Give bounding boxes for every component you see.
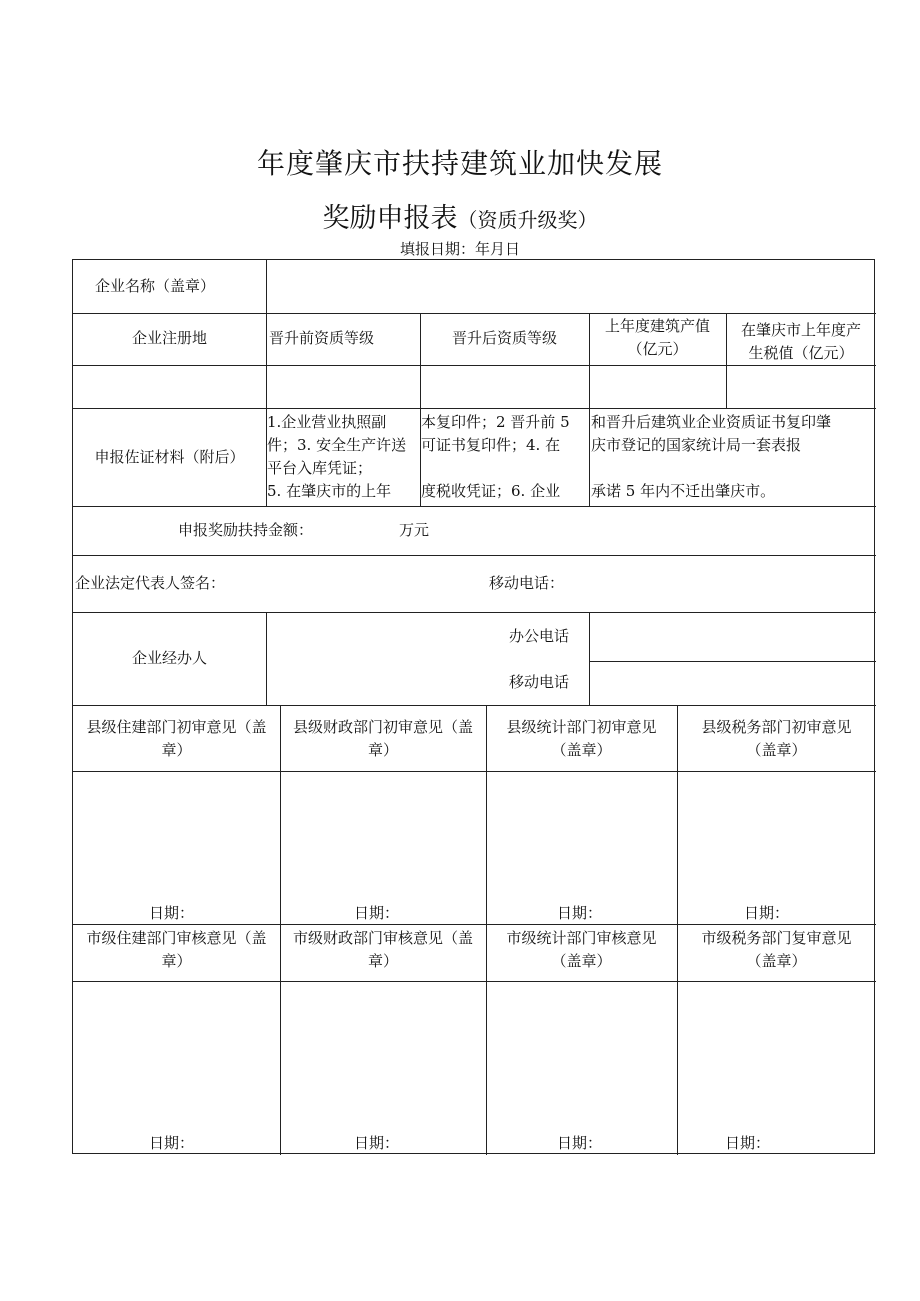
- header-line2: 章）: [161, 952, 192, 970]
- county-housing-opinion-field[interactable]: [74, 772, 279, 892]
- header-line1: 县级住建部门初审意见（盖: [86, 718, 267, 736]
- registration-field[interactable]: [74, 366, 265, 408]
- legal-rep-mobile-label: 移动电话：: [489, 574, 565, 592]
- county-statistics-date-label: 日期：: [557, 904, 603, 922]
- header-line1: 市级统计部门审核意见: [506, 929, 657, 947]
- header-line1: 县级统计部门初审意见: [506, 718, 657, 736]
- reward-amount-field[interactable]: [323, 512, 395, 548]
- after-grade-label: 晋升后资质等级: [451, 329, 557, 347]
- after-grade-field[interactable]: [421, 366, 588, 408]
- handler-mobile-phone-label: 移动电话: [508, 673, 569, 691]
- city-finance-date-label: 日期：: [354, 1134, 400, 1152]
- handler-mobile-phone-field[interactable]: [590, 662, 875, 704]
- header-line2: （盖章）: [746, 952, 807, 970]
- header-line2: （盖章）: [551, 741, 612, 759]
- header-line2: （盖章）: [551, 952, 612, 970]
- city-tax-opinion-field[interactable]: [678, 982, 875, 1122]
- header-line2: 章）: [367, 741, 398, 759]
- materials-col1-line: 1.企业营业执照副: [267, 413, 387, 431]
- county-finance-opinion-field[interactable]: [281, 772, 485, 892]
- materials-label: 申报佐证材料（附后）: [94, 448, 245, 466]
- tax-value-label: [726, 319, 876, 365]
- city-finance-review-header: [280, 927, 486, 973]
- company-name-label: 企业名称（盖章）: [95, 277, 216, 295]
- application-form-table: [72, 259, 875, 1154]
- form-title-subtitle: （资质升级奖）: [457, 208, 598, 232]
- legal-rep-mobile-field[interactable]: [567, 562, 867, 606]
- before-grade-field[interactable]: [267, 366, 419, 408]
- materials-text-col1: [267, 411, 406, 503]
- header-line1: 县级税务部门初审意见: [701, 718, 852, 736]
- fill-date: 填报日期：年月日: [399, 240, 520, 258]
- materials-col3-line: [591, 459, 596, 477]
- materials-col3-line: 和晋升后建筑业企业资质证书复印肇: [591, 413, 832, 431]
- output-value-label-line1: 上年度建筑产值: [604, 317, 710, 335]
- handler-office-phone-label: 办公电话: [508, 627, 569, 645]
- materials-text-col2: [421, 411, 570, 503]
- county-finance-review-header: [280, 716, 486, 762]
- county-finance-date-label: 日期：: [354, 904, 400, 922]
- city-statistics-date-label: 日期：: [557, 1134, 603, 1152]
- city-statistics-review-header: [486, 927, 677, 973]
- materials-col2-line: [421, 459, 426, 477]
- header-line2: （盖章）: [746, 741, 807, 759]
- header-line1: 市级税务部门复审意见: [701, 929, 852, 947]
- materials-text-col3: [591, 411, 831, 503]
- city-tax-date-label: 日期：: [725, 1134, 771, 1152]
- materials-col2-line: 度税收凭证；6. 企业: [421, 482, 561, 500]
- registration-label: 企业注册地: [131, 329, 207, 347]
- city-housing-opinion-field[interactable]: [74, 982, 279, 1122]
- header-line1: 市级财政部门审核意见（盖: [292, 929, 473, 947]
- output-value-label-line2: （亿元）: [627, 340, 688, 358]
- reward-amount-unit: 万元: [399, 521, 430, 539]
- city-housing-date-label: 日期：: [149, 1134, 195, 1152]
- form-title-main: 奖励申报表: [322, 203, 458, 234]
- county-tax-opinion-field[interactable]: [678, 772, 875, 892]
- header-line1: 县级财政部门初审意见（盖: [292, 718, 473, 736]
- materials-col3-line: 承诺 5 年内不迁出肇庆市。: [591, 482, 776, 500]
- form-title-line2: [0, 196, 920, 235]
- output-value-field[interactable]: [590, 366, 725, 408]
- materials-col1-line: 平台入库凭证；: [267, 459, 373, 477]
- tax-value-label-line1: 在肇庆市上年度产: [740, 321, 861, 339]
- form-title-line1: 年度肇庆市扶持建筑业加快发展: [256, 147, 663, 180]
- header-line2: 章）: [161, 741, 192, 759]
- legal-rep-signature-label: 企业法定代表人签名：: [75, 574, 226, 592]
- legal-rep-signature-field[interactable]: [238, 562, 478, 606]
- county-tax-review-header: [677, 716, 876, 762]
- city-tax-review-header: [677, 927, 876, 973]
- tax-value-label-line2: 生税值（亿元）: [748, 344, 854, 362]
- header-line1: 市级住建部门审核意见（盖: [86, 929, 267, 947]
- county-tax-date-label: 日期：: [744, 904, 790, 922]
- city-housing-review-header: [73, 927, 280, 973]
- materials-col2-line: 本复印件；2 晋升前 5: [421, 413, 570, 431]
- output-value-label: [589, 315, 726, 361]
- city-statistics-opinion-field[interactable]: [487, 982, 676, 1122]
- county-statistics-opinion-field[interactable]: [487, 772, 676, 892]
- materials-col2-line: 可证书复印件；4. 在: [421, 436, 561, 454]
- reward-amount-label: 申报奖励扶持金额：: [178, 521, 314, 539]
- handler-label: 企业经办人: [131, 649, 207, 667]
- city-finance-opinion-field[interactable]: [281, 982, 485, 1122]
- before-grade-label: 晋升前资质等级: [269, 329, 375, 347]
- header-line2: 章）: [367, 952, 398, 970]
- county-statistics-review-header: [486, 716, 677, 762]
- handler-name-field[interactable]: [267, 613, 488, 704]
- tax-value-field[interactable]: [727, 366, 875, 408]
- county-housing-review-header: [73, 716, 280, 762]
- county-housing-date-label: 日期：: [149, 904, 195, 922]
- materials-col3-line: 庆市登记的国家统计局一套表报: [591, 436, 802, 454]
- materials-col1-line: 件；3. 安全生产许送: [267, 436, 407, 454]
- handler-office-phone-field[interactable]: [590, 613, 875, 660]
- materials-col1-line: 5. 在肇庆市的上年: [267, 482, 392, 500]
- company-name-field[interactable]: [267, 260, 875, 313]
